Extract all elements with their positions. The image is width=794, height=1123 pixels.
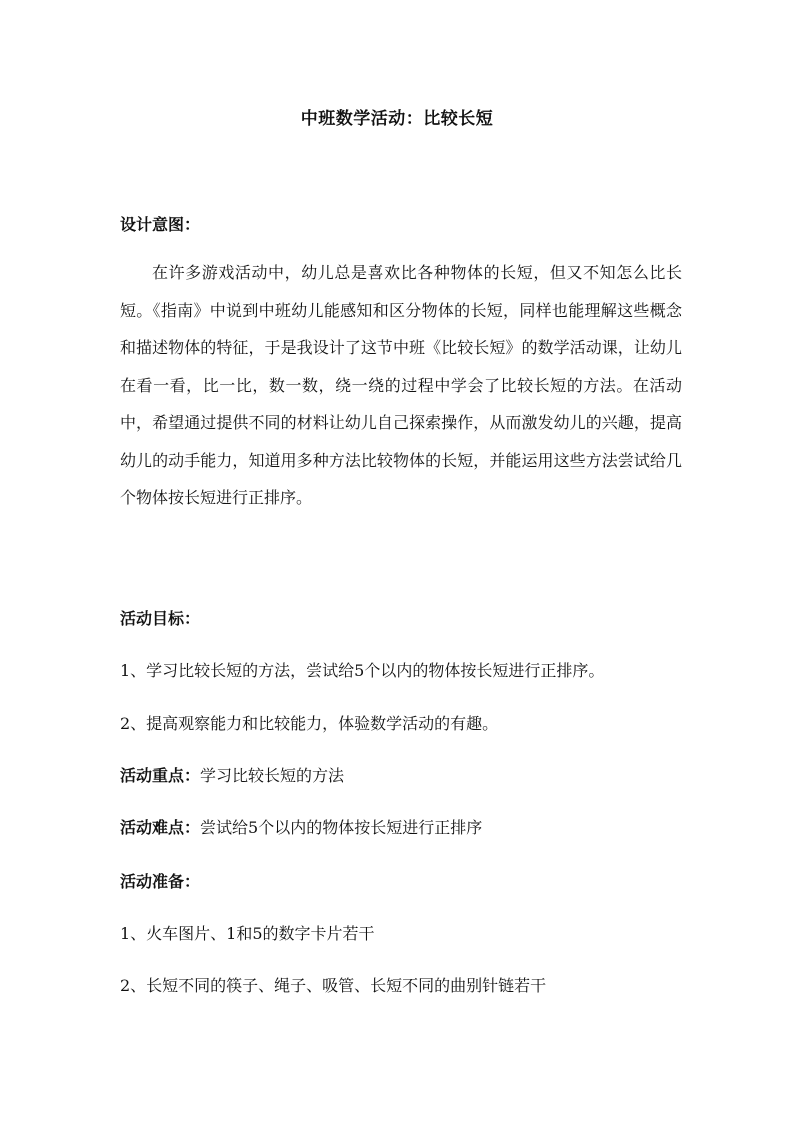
design-intent-paragraph: 在许多游戏活动中，幼儿总是喜欢比各种物体的长短，但又不知怎么比长短。《指南》中说到中班幼儿能感知和区分物体的长短，同样也能理解这些概念和描述物体的特征，于是我设计了这节中班《比较长短》的数学活动课，让幼儿在看一看，比一比，数一数，绕一绕的过程中学会了比较长短的方法。在活动中，希望通过提供不同的材料让幼儿自己探索操作，从而激发幼儿的兴趣，提高幼儿的动手能力，知道用多种方法比较物体的长短，并能运用这些方法尝试给几个物体按长短进行正排序。: [120, 263, 682, 507]
difficulty-text: 尝试给5个以内的物体按长短进行正排序: [200, 818, 483, 837]
document-title: 中班数学活动：比较长短: [300, 109, 494, 129]
key-point-text: 学习比较长短的方法: [200, 766, 345, 785]
key-point-line: [120, 763, 344, 786]
difficulty-label: 活动难点：: [120, 818, 201, 837]
key-point-label: 活动重点：: [120, 766, 201, 785]
objectives-heading: 活动目标：: [120, 609, 201, 628]
difficulty-line: [120, 815, 482, 838]
objective-item-2: 2、提高观察能力和比较能力，体验数学活动的有趣。: [120, 714, 499, 733]
objective-item-1: 1、学习比较长短的方法，尝试给5个以内的物体按长短进行正排序。: [120, 661, 605, 680]
preparation-item-1: 1、火车图片、1和5的数字卡片若干: [120, 924, 375, 943]
preparation-item-2: 2、长短不同的筷子、绳子、吸管、长短不同的曲别针链若干: [120, 976, 547, 995]
design-intent-heading: 设计意图：: [120, 215, 201, 234]
preparation-heading: 活动准备：: [120, 872, 201, 891]
